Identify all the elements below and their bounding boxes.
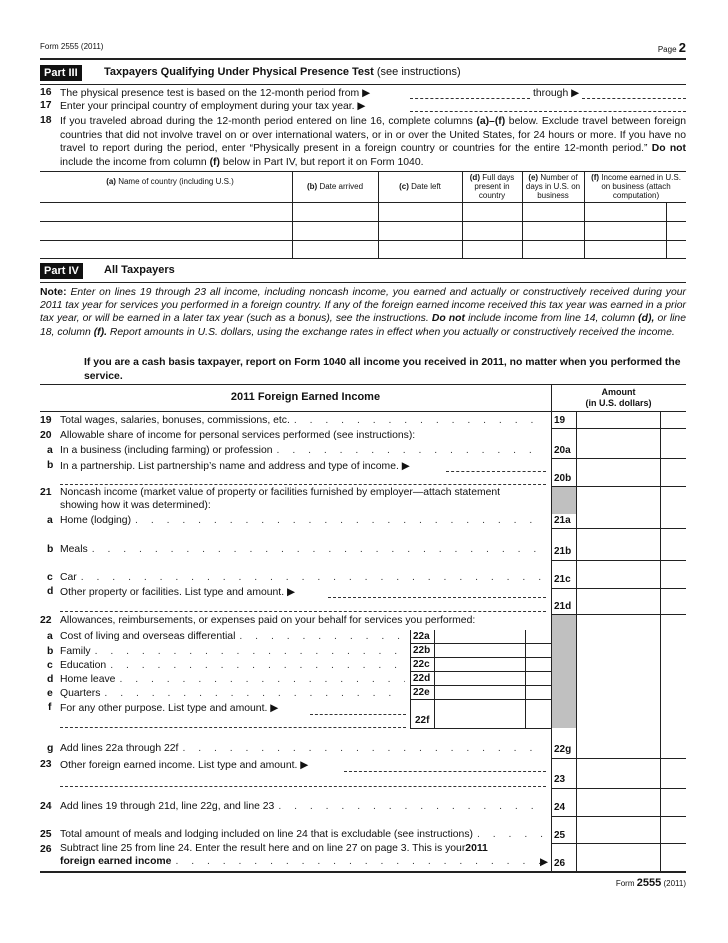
line-num: 24 (40, 801, 52, 812)
line21b: Meals . . . (60, 544, 545, 555)
part4-label: Part IV (40, 263, 83, 279)
cash-basis-note: If you are a cash basis taxpayer, report on Form 1040 all income you received in 2011, no matter when you performed the service. (84, 357, 681, 382)
part4-title: All Taxpayers (104, 264, 175, 276)
line17-text: Enter your principal country of employment during your tax year. ▶ (60, 101, 366, 112)
box-label: 22f (415, 715, 430, 726)
line-num: 18 (40, 115, 52, 126)
box-label: 22d (413, 673, 431, 684)
page-num: 2 (678, 40, 686, 55)
line21a: Home (lodging) . . . (60, 515, 545, 526)
box-label: 22b (413, 645, 431, 656)
line22a: Cost of living and overseas differential . . . (60, 631, 405, 642)
line19: Total wages, salaries, bonuses, commissions, etc. . . . (60, 415, 545, 426)
page-label: Page (657, 45, 677, 54)
line23: Other foreign earned income. List type and amount. ▶ (60, 760, 309, 771)
line22d: Home leave . . . (60, 674, 405, 685)
col-a-header: (a) Name of country (including U.S.) (106, 177, 234, 186)
line16-through: through ▶ (533, 88, 580, 99)
part4-note: Note: Enter on lines 19 through 23 all income, including noncash income, you earned and actually or constructively received during your 2011 tax year for services you performed in a foreign country. If any of the foreign earned income received this tax year was earned in a prior tax year, or will be earned in a later tax year (such as a bonus), see the instructions. Do not include income from line 14, column (d), or line 18, column (f). Report amounts in U.S. dollars, using the exchange rates in effect when you actually or constructively received the income. (40, 287, 686, 338)
line23-field-2[interactable] (60, 786, 546, 787)
amount-header: Amount (in U.S. dollars) (585, 387, 652, 408)
page-number (658, 40, 686, 55)
line-num: 21 (40, 487, 52, 498)
line26: Subtract line 25 from line 24. Enter the result here and on line 27 on page 3. This is your 2011 (60, 843, 488, 854)
box-label: 20a (554, 445, 571, 456)
line26-cont: foreign earned income . . . ▶ (60, 856, 548, 868)
shaded-cell (552, 487, 576, 514)
line-letter: b (47, 646, 54, 657)
line20a: In a business (including farming) or profession . . . (60, 445, 545, 456)
line20b-field[interactable] (446, 471, 546, 472)
line22e: Quarters . . . (60, 688, 405, 699)
line21d: Other property or facilities. List type and amount. ▶ (60, 587, 295, 598)
line-letter: d (47, 674, 54, 685)
box-label: 19 (554, 415, 566, 426)
line21d-field[interactable] (328, 597, 546, 598)
line22: Allowances, reimbursements, or expenses paid on your behalf for services you performed: (60, 615, 476, 626)
line20b-field-2[interactable] (60, 484, 546, 485)
line20: Allowable share of income for personal services performed (see instructions): (60, 430, 416, 441)
box-label: 26 (554, 858, 566, 869)
line-letter: g (47, 743, 54, 754)
line-num: 23 (40, 759, 52, 770)
line21: Noncash income (market value of property or facilities furnished by employer—attach statement (60, 487, 501, 498)
box-label: 21c (554, 574, 571, 585)
box-label: 20b (554, 473, 572, 484)
line-letter: a (47, 445, 53, 456)
line25: Total amount of meals and lodging included on line 24 that is excludable (see instructions) . . . (60, 829, 545, 840)
line-num: 16 (40, 87, 52, 98)
col-f-header: (f) Income earned in U.S. on business (attach computation) (591, 173, 681, 200)
line21d-field-2[interactable] (60, 611, 546, 612)
shaded-cell (552, 615, 576, 728)
box-label: 22c (413, 659, 430, 670)
line22f: For any other purpose. List type and amount. ▶ (60, 703, 279, 714)
col-e-header: (e) Number of days in U.S. on business (525, 173, 581, 200)
line-letter: a (47, 631, 53, 642)
col-d-header: (d) Full days present in country (469, 173, 515, 200)
table-title: 2011 Foreign Earned Income (230, 391, 381, 403)
box-label: 21d (554, 601, 572, 612)
form-id: Form 2555 (2011) (40, 42, 104, 51)
line-letter: a (47, 515, 53, 526)
line-letter: b (47, 544, 54, 555)
box-label: 21a (554, 515, 571, 526)
line18-text: If you traveled abroad during the 12-month period entered on line 16, complete columns (a)–(f) below. Exclude travel between foreign countries that did not involve travel on or over international waters, or in or over the United States, for 24 hours or more. If you have no travel to report during the period, enter “Physically present in a foreign country or countries for the entire 12-month period.” Do not include the income from column (f) below in Part IV, but report it on Form 1040. (60, 116, 687, 168)
line-letter: c (47, 572, 53, 583)
line17-field[interactable] (410, 111, 686, 112)
part3-label: Part III (40, 65, 82, 81)
line20b: In a partnership. List partnership’s name and address and type of income. ▶ (60, 461, 410, 472)
line22f-field[interactable] (310, 714, 406, 715)
footer-form-id: Form 2555 (2011) (615, 877, 686, 889)
line21-cont: showing how it was determined): (60, 500, 211, 511)
box-label: 22g (554, 744, 572, 755)
line-num: 25 (40, 829, 52, 840)
line-num: 20 (40, 430, 52, 441)
part3-title: Taxpayers Qualifying Under Physical Presence Test (see instructions) (104, 66, 461, 78)
line24: Add lines 19 through 21d, line 22g, and line 23 . . . (60, 801, 545, 812)
line16-through-field[interactable] (582, 98, 686, 99)
line21c: Car . . . (60, 572, 545, 583)
box-label: 22e (413, 687, 430, 698)
line23-field[interactable] (344, 771, 546, 772)
line-letter: b (47, 460, 54, 471)
line-num: 19 (40, 415, 52, 426)
line-letter: f (48, 702, 52, 713)
line-num: 17 (40, 100, 52, 111)
col-b-header: (b) Date arrived (306, 182, 364, 191)
line22g: Add lines 22a through 22f . . . (60, 743, 545, 754)
line16-text: The physical presence test is based on the 12-month period from ▶ (60, 88, 371, 99)
box-label: 23 (554, 774, 566, 785)
col-c-header: (c) Date left (399, 182, 441, 191)
line16-from-field[interactable] (410, 98, 530, 99)
box-label: 25 (554, 830, 566, 841)
line-num: 22 (40, 615, 52, 626)
line22c: Education . . . (60, 660, 405, 671)
line-letter: c (47, 660, 53, 671)
line22f-field-2[interactable] (60, 727, 406, 728)
box-label: 24 (554, 802, 566, 813)
box-label: 21b (554, 546, 572, 557)
box-label: 22a (413, 631, 430, 642)
line22b: Family . . . (60, 646, 405, 657)
line-num: 26 (40, 844, 52, 855)
line-letter: e (47, 688, 53, 699)
line-letter: d (47, 586, 54, 597)
